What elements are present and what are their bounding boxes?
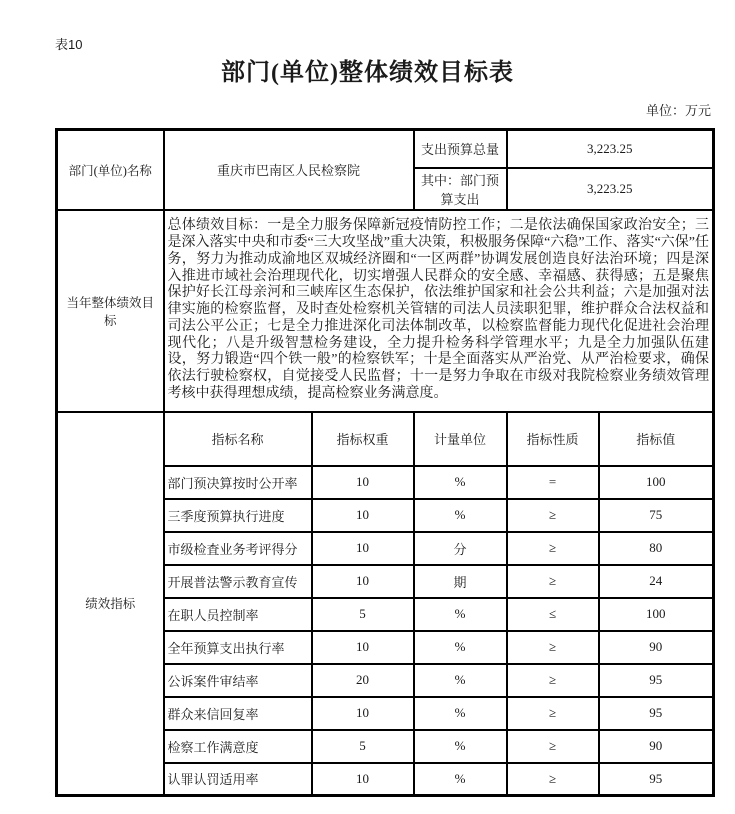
indicator-name: 全年预算支出执行率 [164,631,312,664]
dept-name-value: 重庆市巴南区人民检察院 [164,130,414,210]
indicator-value: 100 [599,466,714,499]
indicator-value: 95 [599,763,714,796]
indicator-unit: % [414,466,507,499]
indicator-name: 在职人员控制率 [164,598,312,631]
indicator-value: 95 [599,697,714,730]
indicator-nature: ≥ [507,565,599,598]
indicator-name: 三季度预算执行进度 [164,499,312,532]
indicator-unit: % [414,499,507,532]
table-body [57,130,714,796]
dept-budget-label: 其中：部门预算支出 [414,168,507,210]
annual-target-row [57,210,714,412]
page-title: 部门(单位)整体绩效目标表 [221,60,514,86]
header-indicator-name: 指标名称 [164,412,312,466]
indicator-weight: 10 [312,499,414,532]
indicator-weight: 10 [312,532,414,565]
indicator-weight: 10 [312,631,414,664]
indicator-nature: ≥ [507,763,599,796]
budget-total-value: 3,223.25 [507,130,714,168]
indicator-unit: % [414,664,507,697]
indicator-name: 开展普法警示教育宣传 [164,565,312,598]
indicator-value: 80 [599,532,714,565]
basic-info-row-1 [57,130,714,168]
indicator-nature: ≥ [507,730,599,763]
indicator-weight: 20 [312,664,414,697]
indicator-unit: % [414,631,507,664]
indicator-nature: ≥ [507,631,599,664]
indicator-value: 90 [599,631,714,664]
header-indicator-nature: 指标性质 [507,412,599,466]
indicator-unit: % [414,730,507,763]
indicator-unit: 期 [414,565,507,598]
indicator-value: 95 [599,664,714,697]
indicator-unit: % [414,598,507,631]
annual-target-text: 总体绩效目标：一是全力服务保障新冠疫情防控工作；二是依法确保国家政治安全；三是深入落实中央和市委“三大攻坚战”重大决策，积极服务保障“六稳”工作、落实“六保”任务，努力为推动成渝地区双城经济圈和“一区两群”协调发展创造良好法治环境；四是深入推进市域社会治理现代化，切实增强人民群众的安全感、幸福感、获得感；五是聚焦保护好长江母亲河和三峡库区生态保护，依法维护国家和社会公共利益；六是加强对法律实施的检察监督，及时查处检察机关管辖的司法人员渎职犯罪，维护群众合法权益和司法公平公正；七是全力推进深化司法体制改革，以检察监督能力现代化促进社会治理现代化；八是升级智慧检务建设，全力提升检务科学管理水平；九是全力加强队伍建设，努力锻造“四个铁一般”的检察铁军；十是全面落实从严治党、从严治检要求，确保依法行驶检察权，自觉接受人民监督；十一是努力争取在市级对我院检察业务绩效管理考核中获得理想成绩，提高检察业务满意度。 [164,210,714,412]
performance-target-table [55,128,715,797]
indicator-name: 认罪认罚适用率 [164,763,312,796]
indicator-unit: % [414,763,507,796]
indicator-section-label: 绩效指标 [57,412,164,796]
budget-total-label: 支出预算总量 [414,130,507,168]
indicator-nature: ≥ [507,532,599,565]
unit-note: 单位：万元 [645,103,711,118]
indicator-value: 90 [599,730,714,763]
indicator-nature: = [507,466,599,499]
indicator-value: 24 [599,565,714,598]
indicator-header-row [57,412,714,466]
indicator-unit: % [414,697,507,730]
indicator-value: 75 [599,499,714,532]
indicator-value: 100 [599,598,714,631]
indicator-name: 市级检査业务考评得分 [164,532,312,565]
indicator-nature: ≥ [507,499,599,532]
indicator-weight: 10 [312,565,414,598]
indicator-weight: 10 [312,697,414,730]
indicator-weight: 5 [312,598,414,631]
header-indicator-unit: 计量单位 [414,412,507,466]
table-number-label: 表10 [55,37,83,52]
indicator-nature: ≥ [507,664,599,697]
indicator-unit: 分 [414,532,507,565]
dept-name-label: 部门(单位)名称 [57,130,164,210]
indicator-name: 群众来信回复率 [164,697,312,730]
dept-budget-value: 3,223.25 [507,168,714,210]
header-indicator-value: 指标值 [599,412,714,466]
indicator-weight: 10 [312,763,414,796]
indicator-nature: ≥ [507,697,599,730]
indicator-weight: 10 [312,466,414,499]
indicator-nature: ≤ [507,598,599,631]
annual-target-label: 当年整体绩效目标 [57,210,164,412]
indicator-name: 公诉案件审结率 [164,664,312,697]
indicator-name: 部门预决算按时公开率 [164,466,312,499]
indicator-weight: 5 [312,730,414,763]
header-indicator-weight: 指标权重 [312,412,414,466]
indicator-name: 检察工作满意度 [164,730,312,763]
